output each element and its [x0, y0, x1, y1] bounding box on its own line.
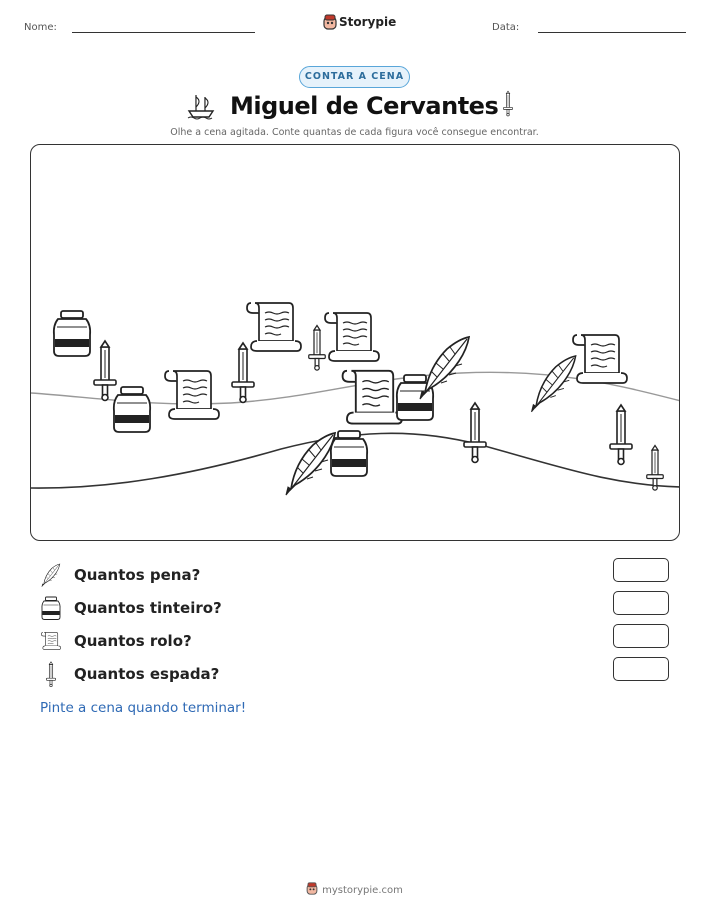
scroll-icon [40, 628, 62, 654]
scroll-item [343, 371, 402, 424]
storypie-mascot-icon [323, 14, 337, 30]
question-text: Quantos rolo? [74, 632, 192, 650]
question-text: Quantos espada? [74, 665, 220, 683]
scene-illustration [31, 145, 680, 541]
question-row-scroll [40, 628, 670, 654]
question-row-quill [40, 562, 670, 588]
answer-box-inkwell[interactable] [613, 591, 669, 615]
sword-item [232, 343, 254, 403]
quill-icon [40, 562, 62, 588]
activity-badge: CONTAR A CENA [299, 66, 410, 88]
name-line[interactable] [72, 32, 255, 33]
footer [0, 882, 709, 896]
scroll-item [325, 313, 379, 361]
sword-icon [498, 90, 518, 124]
question-row-inkwell [40, 595, 670, 621]
brand-name: Storypie [339, 15, 397, 29]
answer-box-scroll[interactable] [613, 624, 669, 648]
date-label: Data: [492, 22, 520, 33]
sword-icon [40, 661, 62, 687]
answer-box-sword[interactable] [613, 657, 669, 681]
answer-box-quill[interactable] [613, 558, 669, 582]
sword-item [647, 446, 664, 491]
brand-logo [323, 13, 403, 31]
storypie-mascot-icon [306, 882, 318, 895]
inkwell-item [114, 387, 150, 432]
scroll-item [573, 335, 627, 383]
scroll-item [247, 303, 301, 351]
question-text: Quantos pena? [74, 566, 201, 584]
name-label: Nome: [24, 22, 57, 33]
inkwell-icon [40, 595, 62, 621]
question-text: Quantos tinteiro? [74, 599, 222, 617]
page-title: Miguel de Cervantes [230, 92, 499, 120]
quill-item [532, 356, 576, 412]
inkwell-item [54, 311, 90, 356]
sword-item [464, 403, 486, 463]
footer-url[interactable]: mystorypie.com [322, 885, 403, 896]
instructions: Olhe a cena agitada. Conte quantas de cada figura você consegue encontrar. [170, 127, 539, 138]
question-row-sword [40, 661, 670, 687]
quill-item [420, 337, 469, 399]
sword-item [94, 341, 116, 401]
ship-icon [186, 92, 216, 120]
finish-instruction: Pinte a cena quando terminar! [40, 700, 247, 716]
scroll-item [165, 371, 219, 419]
sword-item [610, 405, 632, 465]
date-line[interactable] [538, 32, 686, 33]
sword-item [309, 326, 326, 371]
counting-scene[interactable] [30, 144, 680, 541]
